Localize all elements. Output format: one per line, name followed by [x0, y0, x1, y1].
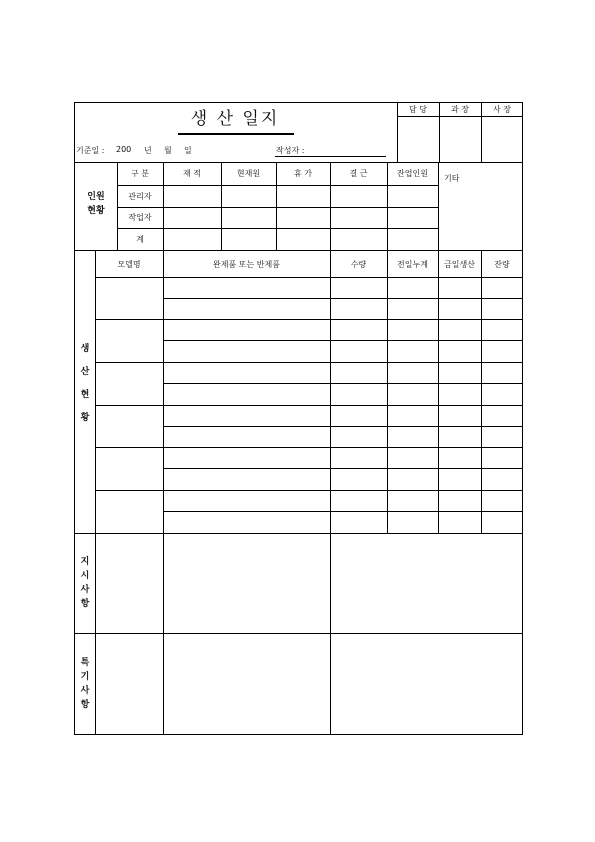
production-row-line [95, 490, 523, 491]
header-bottom-line [74, 162, 523, 163]
personnel-row-total: 계 [136, 235, 144, 244]
personnel-other-label: 기타 [444, 174, 460, 183]
personnel-header-enrolled: 재 적 [183, 169, 201, 178]
production-subrow-line [163, 426, 523, 427]
instructions-label: 지 시 사 항 [80, 557, 90, 609]
production-subrow-line [163, 511, 523, 512]
production-row-line [95, 447, 523, 448]
production-header-cumulative: 전일누계 [397, 260, 428, 269]
personnel-section-label: 인원 현황 [87, 192, 105, 216]
approval-manager: 과 장 [451, 105, 469, 114]
production-subrow-line [163, 340, 523, 341]
personnel-row-line [117, 185, 438, 186]
production-header-remaining: 잔량 [494, 260, 510, 269]
production-col [330, 250, 331, 735]
production-header-today: 금일생산 [444, 260, 475, 269]
personnel-col [438, 162, 439, 250]
personnel-header-leave: 휴 가 [294, 169, 312, 178]
approval-header-line [397, 116, 523, 117]
date-month-unit: 월 [164, 146, 172, 155]
approval-staff: 담 당 [409, 105, 427, 114]
production-header-model: 모델명 [117, 260, 141, 269]
document-title: 생 산 일지 [190, 109, 280, 129]
date-year: 200 [116, 145, 132, 154]
date-year-unit: 년 [144, 146, 152, 155]
date-day-unit: 일 [184, 146, 192, 155]
production-col [163, 250, 164, 735]
personnel-row-line [117, 207, 438, 208]
production-subrow-line [163, 468, 523, 469]
production-section-label: 생 산 현 황 [80, 344, 90, 423]
production-label-col [95, 250, 96, 735]
production-subrow-line [163, 298, 523, 299]
production-row-line [95, 405, 523, 406]
personnel-row-manager: 관리자 [128, 192, 152, 201]
title-underline [178, 133, 294, 135]
instructions-bottom-line [74, 633, 523, 634]
author-underline [275, 156, 386, 157]
personnel-row-worker: 작업자 [128, 213, 152, 222]
personnel-header-category: 구 분 [131, 169, 149, 178]
personnel-row-line [117, 228, 438, 229]
personnel-bottom-line [74, 250, 523, 251]
date-label: 기준일 : [76, 146, 105, 155]
personnel-header-overtime: 잔업인원 [397, 169, 428, 178]
author-label: 작성자 : [276, 146, 305, 155]
approval-ceo: 사 장 [493, 105, 511, 114]
production-row-line [95, 362, 523, 363]
production-header-product: 완제품 또는 반제품 [213, 260, 280, 269]
production-bottom-line [74, 533, 523, 534]
remarks-label: 특 기 사 항 [80, 658, 90, 710]
production-header-quantity: 수량 [350, 260, 367, 269]
production-row-line [95, 277, 523, 278]
personnel-header-present: 현재원 [236, 169, 261, 178]
personnel-header-absent: 결 근 [349, 169, 368, 178]
production-row-line [95, 319, 523, 320]
production-subrow-line [163, 383, 523, 384]
